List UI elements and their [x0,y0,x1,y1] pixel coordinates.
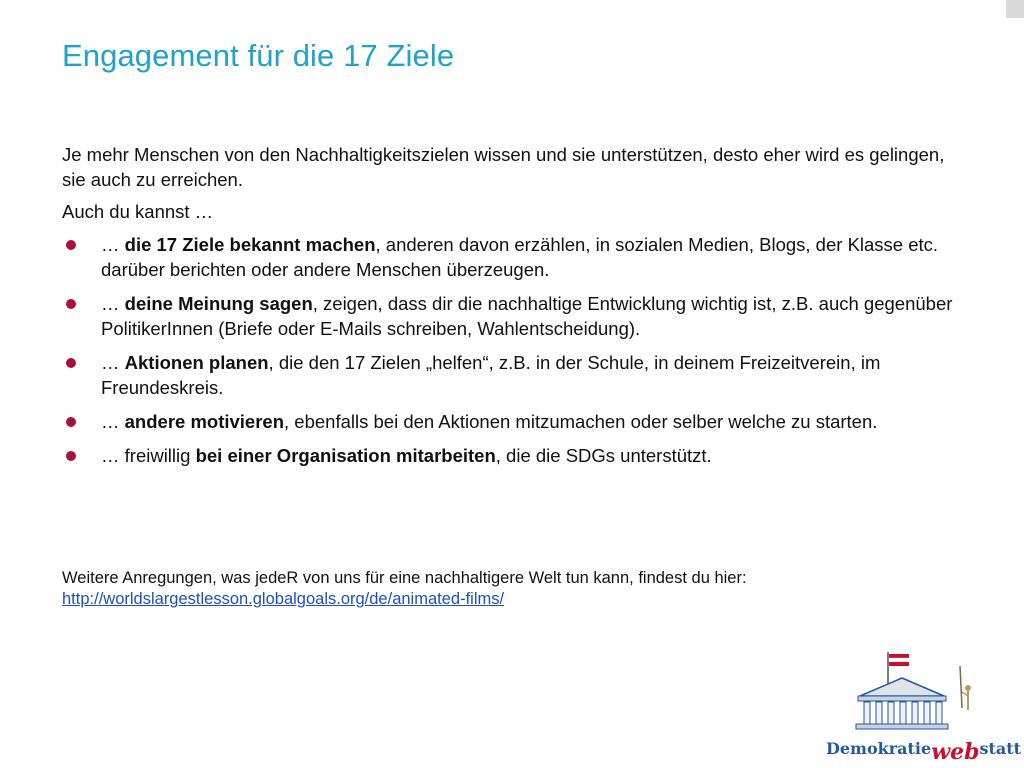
bullet-list [62,232,962,468]
bullet-pre: … [101,411,125,432]
bullet-bold: Aktionen planen [124,352,269,373]
demokratiewebstatt-logo [820,648,1022,765]
bullet-dot-icon [66,358,76,368]
bullet-dot-icon [66,417,76,427]
corner-mark [1006,0,1024,18]
bullet-bold: bei einer Organisation mitarbeiten [195,445,496,466]
logo-text-part3: statt [979,739,1022,758]
resource-link[interactable]: http://worldslargestlesson.globalgoals.org/de/animated-films/ [62,590,505,608]
bullet-bold: andere motivieren [124,411,285,432]
list-item [62,409,962,434]
list-item [62,232,962,282]
bullet-post: , zeigen, dass dir die nachhaltige Entwicklung wichtig ist, z.B. auch gegenüber PolitikerInnen (Briefe oder E-Mails schreiben, Wahlentscheidung). [101,293,953,339]
bullet-pre: … [101,352,125,373]
bullet-post: , ebenfalls bei den Aktionen mitzumachen oder selber welche zu starten. [284,411,878,432]
bullet-post: , anderen davon erzählen, in sozialen Medien, Blogs, der Klasse etc. darüber berichten oder andere Menschen überzeugen. [101,234,939,280]
bullet-post: , die den 17 Zielen „helfen“, z.B. in der Schule, in deinem Freizeitverein, im Freundeskreis. [101,352,881,398]
logo-text-part2: web [931,739,980,765]
slide-content [62,142,962,477]
bullet-bold: die 17 Ziele bekannt machen [124,234,376,255]
further-info-text: Weitere Anregungen, was jedeR von uns für eine nachhaltigere Welt tun kann, findest du hier: [62,569,747,587]
further-info [62,568,747,610]
slide-title: Engagement für die 17 Ziele [62,38,455,73]
list-item [62,350,962,400]
logo-wordmark [826,734,1022,765]
bullet-pre: … freiwillig [101,445,196,466]
logo-text-part1: Demokratie [826,739,932,758]
bullet-post: , die die SDGs unterstützt. [495,445,712,466]
parliament-building-icon [820,648,1020,738]
bullet-pre: … [101,234,125,255]
bullet-dot-icon [66,299,76,309]
bullet-pre: … [101,293,125,314]
intro-paragraph: Je mehr Menschen von den Nachhaltigkeitszielen wissen und sie unterstützen, desto eher wird es gelingen, sie auch zu erreichen. [62,144,945,190]
bullet-dot-icon [66,240,76,250]
list-item [62,291,962,341]
bullet-dot-icon [66,451,76,461]
bullet-bold: deine Meinung sagen [124,293,313,314]
list-item [62,443,962,468]
lead-line: Auch du kannst … [62,201,214,222]
